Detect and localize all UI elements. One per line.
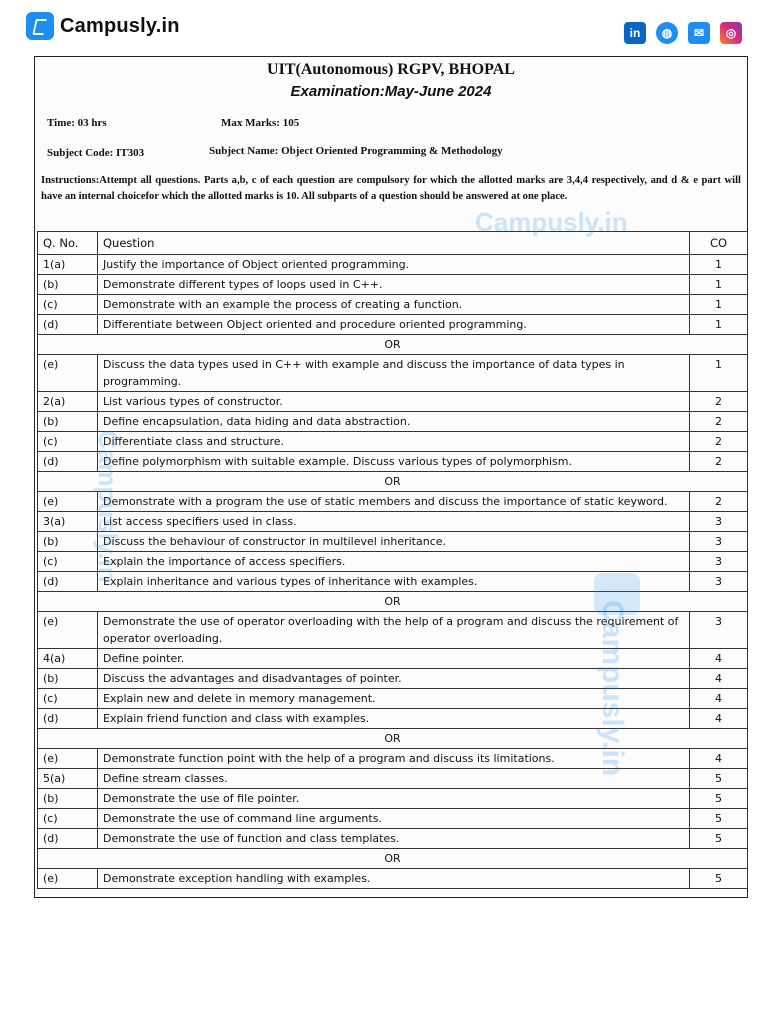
question-text: Demonstrate the use of file pointer.: [98, 789, 690, 809]
question-number: 3(a): [38, 512, 98, 532]
table-row: [38, 829, 748, 849]
question-text: Define stream classes.: [98, 769, 690, 789]
question-text: Explain friend function and class with examples.: [98, 709, 690, 729]
subject-name: Subject Name: Object Oriented Programming & Methodology: [209, 145, 503, 157]
subject-code: Subject Code: IT303: [47, 147, 145, 159]
table-header-row: [38, 232, 748, 255]
or-row: [38, 472, 748, 492]
course-outcome: 5: [690, 769, 748, 789]
question-text: Define pointer.: [98, 649, 690, 669]
course-outcome: 3: [690, 512, 748, 532]
or-separator: OR: [38, 472, 748, 492]
question-number: (e): [38, 612, 98, 649]
course-outcome: 4: [690, 689, 748, 709]
course-outcome: 2: [690, 432, 748, 452]
watermark-logo-icon: [594, 573, 640, 615]
question-number: (d): [38, 315, 98, 335]
course-outcome: 2: [690, 452, 748, 472]
table-row: [38, 355, 748, 392]
question-number: (e): [38, 749, 98, 769]
instructions: Instructions:Attempt all questions. Parts a,b, c of each question are compulsory for which the allotted marks are 3,4,4 respectively, and d & e part will have an internal choicefor which the allotted marks is 10. All subparts of a question should be answered at one place.: [41, 175, 741, 202]
question-number: (c): [38, 432, 98, 452]
table-row: [38, 572, 748, 592]
header-co: CO: [690, 232, 748, 255]
question-text: Demonstrate function point with the help of a program and discuss its limitations.: [98, 749, 690, 769]
question-text: Define encapsulation, data hiding and data abstraction.: [98, 412, 690, 432]
question-text: Demonstrate with an example the process of creating a function.: [98, 295, 690, 315]
table-row: [38, 255, 748, 275]
question-text: Explain the importance of access specifiers.: [98, 552, 690, 572]
question-number: (c): [38, 809, 98, 829]
table-row: [38, 552, 748, 572]
question-paper: [34, 56, 748, 898]
question-number: (b): [38, 669, 98, 689]
watermark-vertical-left: Campusly.in: [93, 430, 123, 583]
table-row: [38, 315, 748, 335]
question-number: (c): [38, 552, 98, 572]
question-number: (d): [38, 572, 98, 592]
question-text: List access specifiers used in class.: [98, 512, 690, 532]
course-outcome: 4: [690, 709, 748, 729]
watermark-vertical: Campusly.in: [596, 600, 629, 777]
table-row: [38, 275, 748, 295]
course-outcome: 3: [690, 552, 748, 572]
question-number: (e): [38, 492, 98, 512]
question-number: (d): [38, 709, 98, 729]
max-marks: Max Marks: 105: [221, 117, 300, 129]
table-row: [38, 869, 748, 889]
question-number: (d): [38, 452, 98, 472]
question-number: 4(a): [38, 649, 98, 669]
question-text: Demonstrate different types of loops used in C++.: [98, 275, 690, 295]
course-outcome: 1: [690, 355, 748, 392]
question-text: Demonstrate the use of operator overloading with the help of a program and discuss the requirement of operator overloading.: [98, 612, 690, 649]
institute-name: UIT(Autonomous) RGPV, BHOPAL: [267, 61, 515, 78]
course-outcome: 1: [690, 275, 748, 295]
table-row: [38, 669, 748, 689]
question-number: (e): [38, 869, 98, 889]
table-row: [38, 689, 748, 709]
table-row: [38, 512, 748, 532]
question-number: (b): [38, 532, 98, 552]
or-separator: OR: [38, 849, 748, 869]
question-number: 2(a): [38, 392, 98, 412]
course-outcome: 3: [690, 572, 748, 592]
table-row: [38, 709, 748, 729]
or-separator: OR: [38, 335, 748, 355]
course-outcome: 4: [690, 669, 748, 689]
question-number: (c): [38, 689, 98, 709]
questions-table: [37, 231, 748, 889]
watermark-text: Campusly.in: [475, 207, 628, 237]
question-text: Explain inheritance and various types of inheritance with examples.: [98, 572, 690, 592]
exam-time: Time: 03 hrs: [47, 117, 107, 129]
mail-icon[interactable]: ✉: [688, 22, 710, 44]
course-outcome: 4: [690, 649, 748, 669]
table-row: [38, 649, 748, 669]
course-outcome: 5: [690, 789, 748, 809]
course-outcome: 2: [690, 392, 748, 412]
or-separator: OR: [38, 592, 748, 612]
or-separator: OR: [38, 729, 748, 749]
table-row: [38, 412, 748, 432]
table-row: [38, 492, 748, 512]
or-row: [38, 729, 748, 749]
question-text: Explain new and delete in memory management.: [98, 689, 690, 709]
table-row: [38, 392, 748, 412]
question-text: Differentiate between Object oriented and procedure oriented programming.: [98, 315, 690, 335]
table-row: [38, 809, 748, 829]
table-row: [38, 452, 748, 472]
question-text: List various types of constructor.: [98, 392, 690, 412]
question-number: 1(a): [38, 255, 98, 275]
questions-body: [38, 255, 748, 889]
instagram-icon[interactable]: ◎: [720, 22, 742, 44]
or-row: [38, 335, 748, 355]
brand-name: Campusly.in: [60, 14, 180, 37]
social-links: [624, 22, 742, 44]
question-text: Demonstrate with a program the use of static members and discuss the importance of static keyword.: [98, 492, 690, 512]
question-text: Demonstrate the use of function and class templates.: [98, 829, 690, 849]
course-outcome: 2: [690, 412, 748, 432]
course-outcome: 2: [690, 492, 748, 512]
globe-icon[interactable]: ◍: [656, 22, 678, 44]
question-number: (d): [38, 829, 98, 849]
course-outcome: 4: [690, 749, 748, 769]
question-text: Demonstrate exception handling with examples.: [98, 869, 690, 889]
question-text: Discuss the advantages and disadvantages of pointer.: [98, 669, 690, 689]
table-row: [38, 789, 748, 809]
table-row: [38, 432, 748, 452]
question-text: Define polymorphism with suitable example. Discuss various types of polymorphism.: [98, 452, 690, 472]
course-outcome: 3: [690, 612, 748, 649]
course-outcome: 5: [690, 869, 748, 889]
site-header: [0, 0, 768, 52]
table-row: [38, 532, 748, 552]
course-outcome: 5: [690, 809, 748, 829]
campusly-logo-icon: [26, 12, 54, 40]
table-row: [38, 612, 748, 649]
question-number: 5(a): [38, 769, 98, 789]
question-text: Justify the importance of Object oriented programming.: [98, 255, 690, 275]
question-text: Differentiate class and structure.: [98, 432, 690, 452]
or-row: [38, 849, 748, 869]
question-number: (b): [38, 275, 98, 295]
course-outcome: 3: [690, 532, 748, 552]
course-outcome: 5: [690, 829, 748, 849]
exam-title: Examination:May-June 2024: [290, 83, 492, 100]
or-row: [38, 592, 748, 612]
course-outcome: 1: [690, 255, 748, 275]
question-text: Discuss the data types used in C++ with example and discuss the importance of data types in programming.: [98, 355, 690, 392]
linkedin-icon[interactable]: in: [624, 22, 646, 44]
question-text: Discuss the behaviour of constructor in multilevel inheritance.: [98, 532, 690, 552]
course-outcome: 1: [690, 295, 748, 315]
course-outcome: 1: [690, 315, 748, 335]
question-number: (b): [38, 412, 98, 432]
question-text: Demonstrate the use of command line arguments.: [98, 809, 690, 829]
table-row: [38, 769, 748, 789]
header-qno: Q. No.: [38, 232, 98, 255]
header-question: Question: [98, 232, 690, 255]
table-row: [38, 295, 748, 315]
question-number: (c): [38, 295, 98, 315]
table-row: [38, 749, 748, 769]
question-number: (b): [38, 789, 98, 809]
question-number: (e): [38, 355, 98, 392]
brand-logo-link[interactable]: [26, 12, 180, 40]
